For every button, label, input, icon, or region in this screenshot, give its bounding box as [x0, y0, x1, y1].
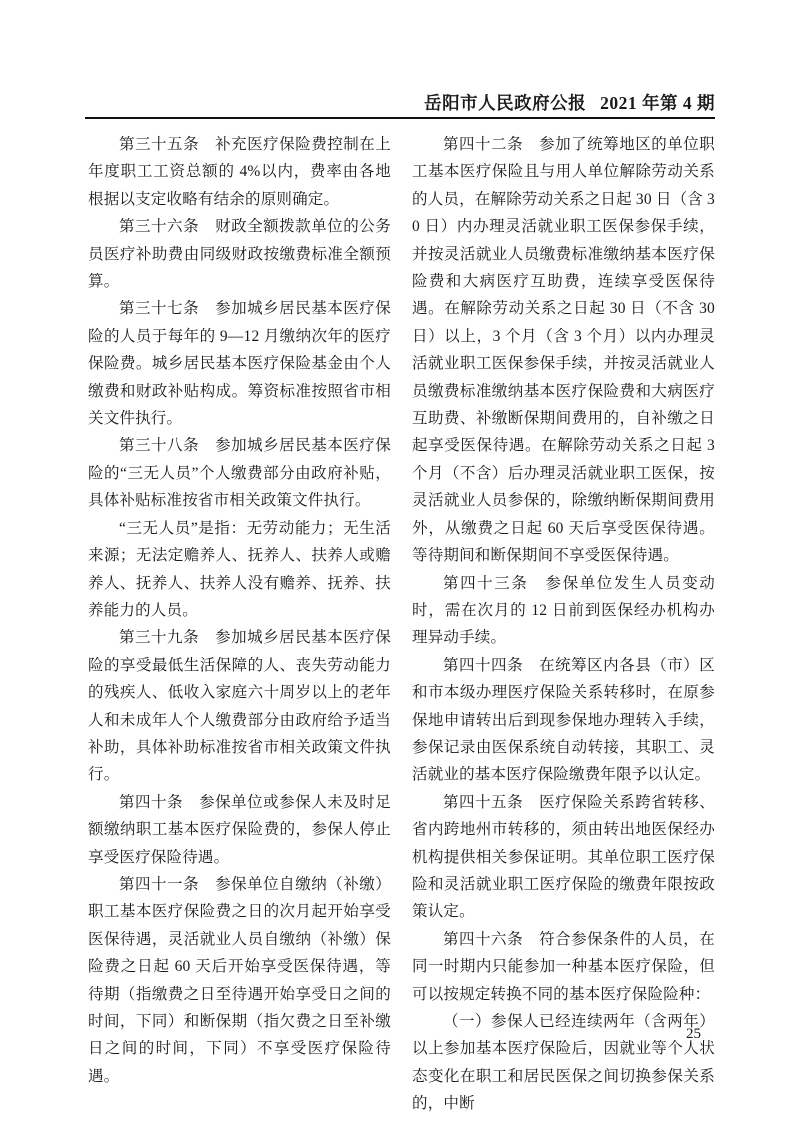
article-paragraph: 第四十四条 在统筹区内各县（市）区和市本级办理医疗保险关系转移时，在原参保地申请转出后到现参保地办理转入手续，参保记录由医保系统自动转接，其职工、灵活就业的基本医疗保险缴费年限予以认定。: [412, 656, 715, 784]
article-paragraph: 第三十六条 财政全额拨款单位的公务员医疗补助费由同级财政按缴费标准全额预算。: [88, 218, 391, 291]
article-paragraph: 第四十一条 参保单位自缴纳（补缴）职工基本医疗保险费之日的次月起开始享受医保待遇，灵活就业人员自缴纳（补缴）保险费之日起 60 天后开始享受医保待遇，等待期（指缴费之日至待遇开始享受日之间的时间，下同）和断保期（指欠费之日至补缴日之间的时间，下同）不享受医疗保险待遇。: [88, 875, 391, 1085]
article-paragraph: 第四十六条 符合参保条件的人员，在同一时期内只能参加一种基本医疗保险，但可以按规定转换不同的基本医疗保险险种：: [412, 930, 715, 1003]
article-paragraph: “三无人员”是指：无劳动能力；无生活来源；无法定赡养人、抚养人、扶养人或赡养人、抚养人、扶养人没有赡养、抚养、扶养能力的人员。: [88, 519, 391, 619]
left-column: [88, 131, 391, 1118]
article-paragraph: 第四十二条 参加了统筹地区的单位职工基本医疗保险且与用人单位解除劳动关系的人员，在解除劳动关系之日起 30 日（含 30 日）内办理灵活就业职工医保参保手续，并按灵活就业人员缴费标准缴纳基本医疗保险费和大病医疗互助费，连续享受医保待遇。在解除劳动关系之日起 30 日（不含 30 日）以上，3 个月（含 3 个月）以内办理灵活就业职工医保参保手续，并按灵活就业人员缴费标准缴纳基本医疗保险费和大病医疗互助费、补缴断保期间费用的，自补缴之日起享受医保待遇。在解除劳动关系之日起 3 个月（不含）后办理灵活就业职工医保，按灵活就业人员参保的，除缴纳断保期间费用外，从缴费之日起 60 天后享受医保待遇。等待期间和断保期间不享受医保待遇。: [412, 136, 715, 565]
article-paragraph: 第四十条 参保单位或参保人未及时足额缴纳职工基本医疗保险费的，参保人停止享受医疗保险待遇。: [88, 793, 391, 866]
article-paragraph: 第三十九条 参加城乡居民基本医疗保险的享受最低生活保障的人、丧失劳动能力的残疾人、低收入家庭六十周岁以上的老年人和未成年人个人缴费部分由政府给予适当补助，具体补助标准按省市相关政策文件执行。: [88, 629, 391, 784]
article-paragraph: 第四十五条 医疗保险关系跨省转移、省内跨地州市转移的，须由转出地医保经办机构提供相关参保证明。其单位职工医疗保险和灵活就业职工医疗保险的缴费年限按政策认定。: [412, 793, 715, 921]
header-rule: [85, 117, 715, 119]
article-paragraph: 第三十七条 参加城乡居民基本医疗保险的人员于每年的 9—12 月缴纳次年的医疗保险费。城乡居民基本医疗保险基金由个人缴费和财政补贴构成。筹资标准按照省市相关文件执行。: [88, 300, 391, 428]
right-column: [412, 131, 715, 1118]
article-body: [88, 131, 715, 1118]
journal-title: 岳阳市人民政府公报: [424, 93, 587, 113]
page-header: [85, 90, 715, 115]
article-paragraph: 第三十五条 补充医疗保险费控制在上年度职工工资总额的 4%以内，费率由各地根据以支定收略有结余的原则确定。: [88, 136, 391, 208]
page-number: 25: [686, 1026, 701, 1042]
article-paragraph: 第四十三条 参保单位发生人员变动时，需在次月的 12 日前到医保经办机构办理异动手续。: [412, 574, 715, 647]
article-paragraph: （一）参保人已经连续两年（含两年）以上参加基本医疗保险后，因就业等个人状态变化在职工和居民医保之间切换参保关系的，中断: [412, 1013, 715, 1113]
journal-issue: 2021 年第 4 期: [600, 93, 715, 113]
article-paragraph: 第三十八条 参加城乡居民基本医疗保险的“三无人员”个人缴费部分由政府补贴，具体补贴标准按省市相关政策文件执行。: [88, 437, 391, 510]
